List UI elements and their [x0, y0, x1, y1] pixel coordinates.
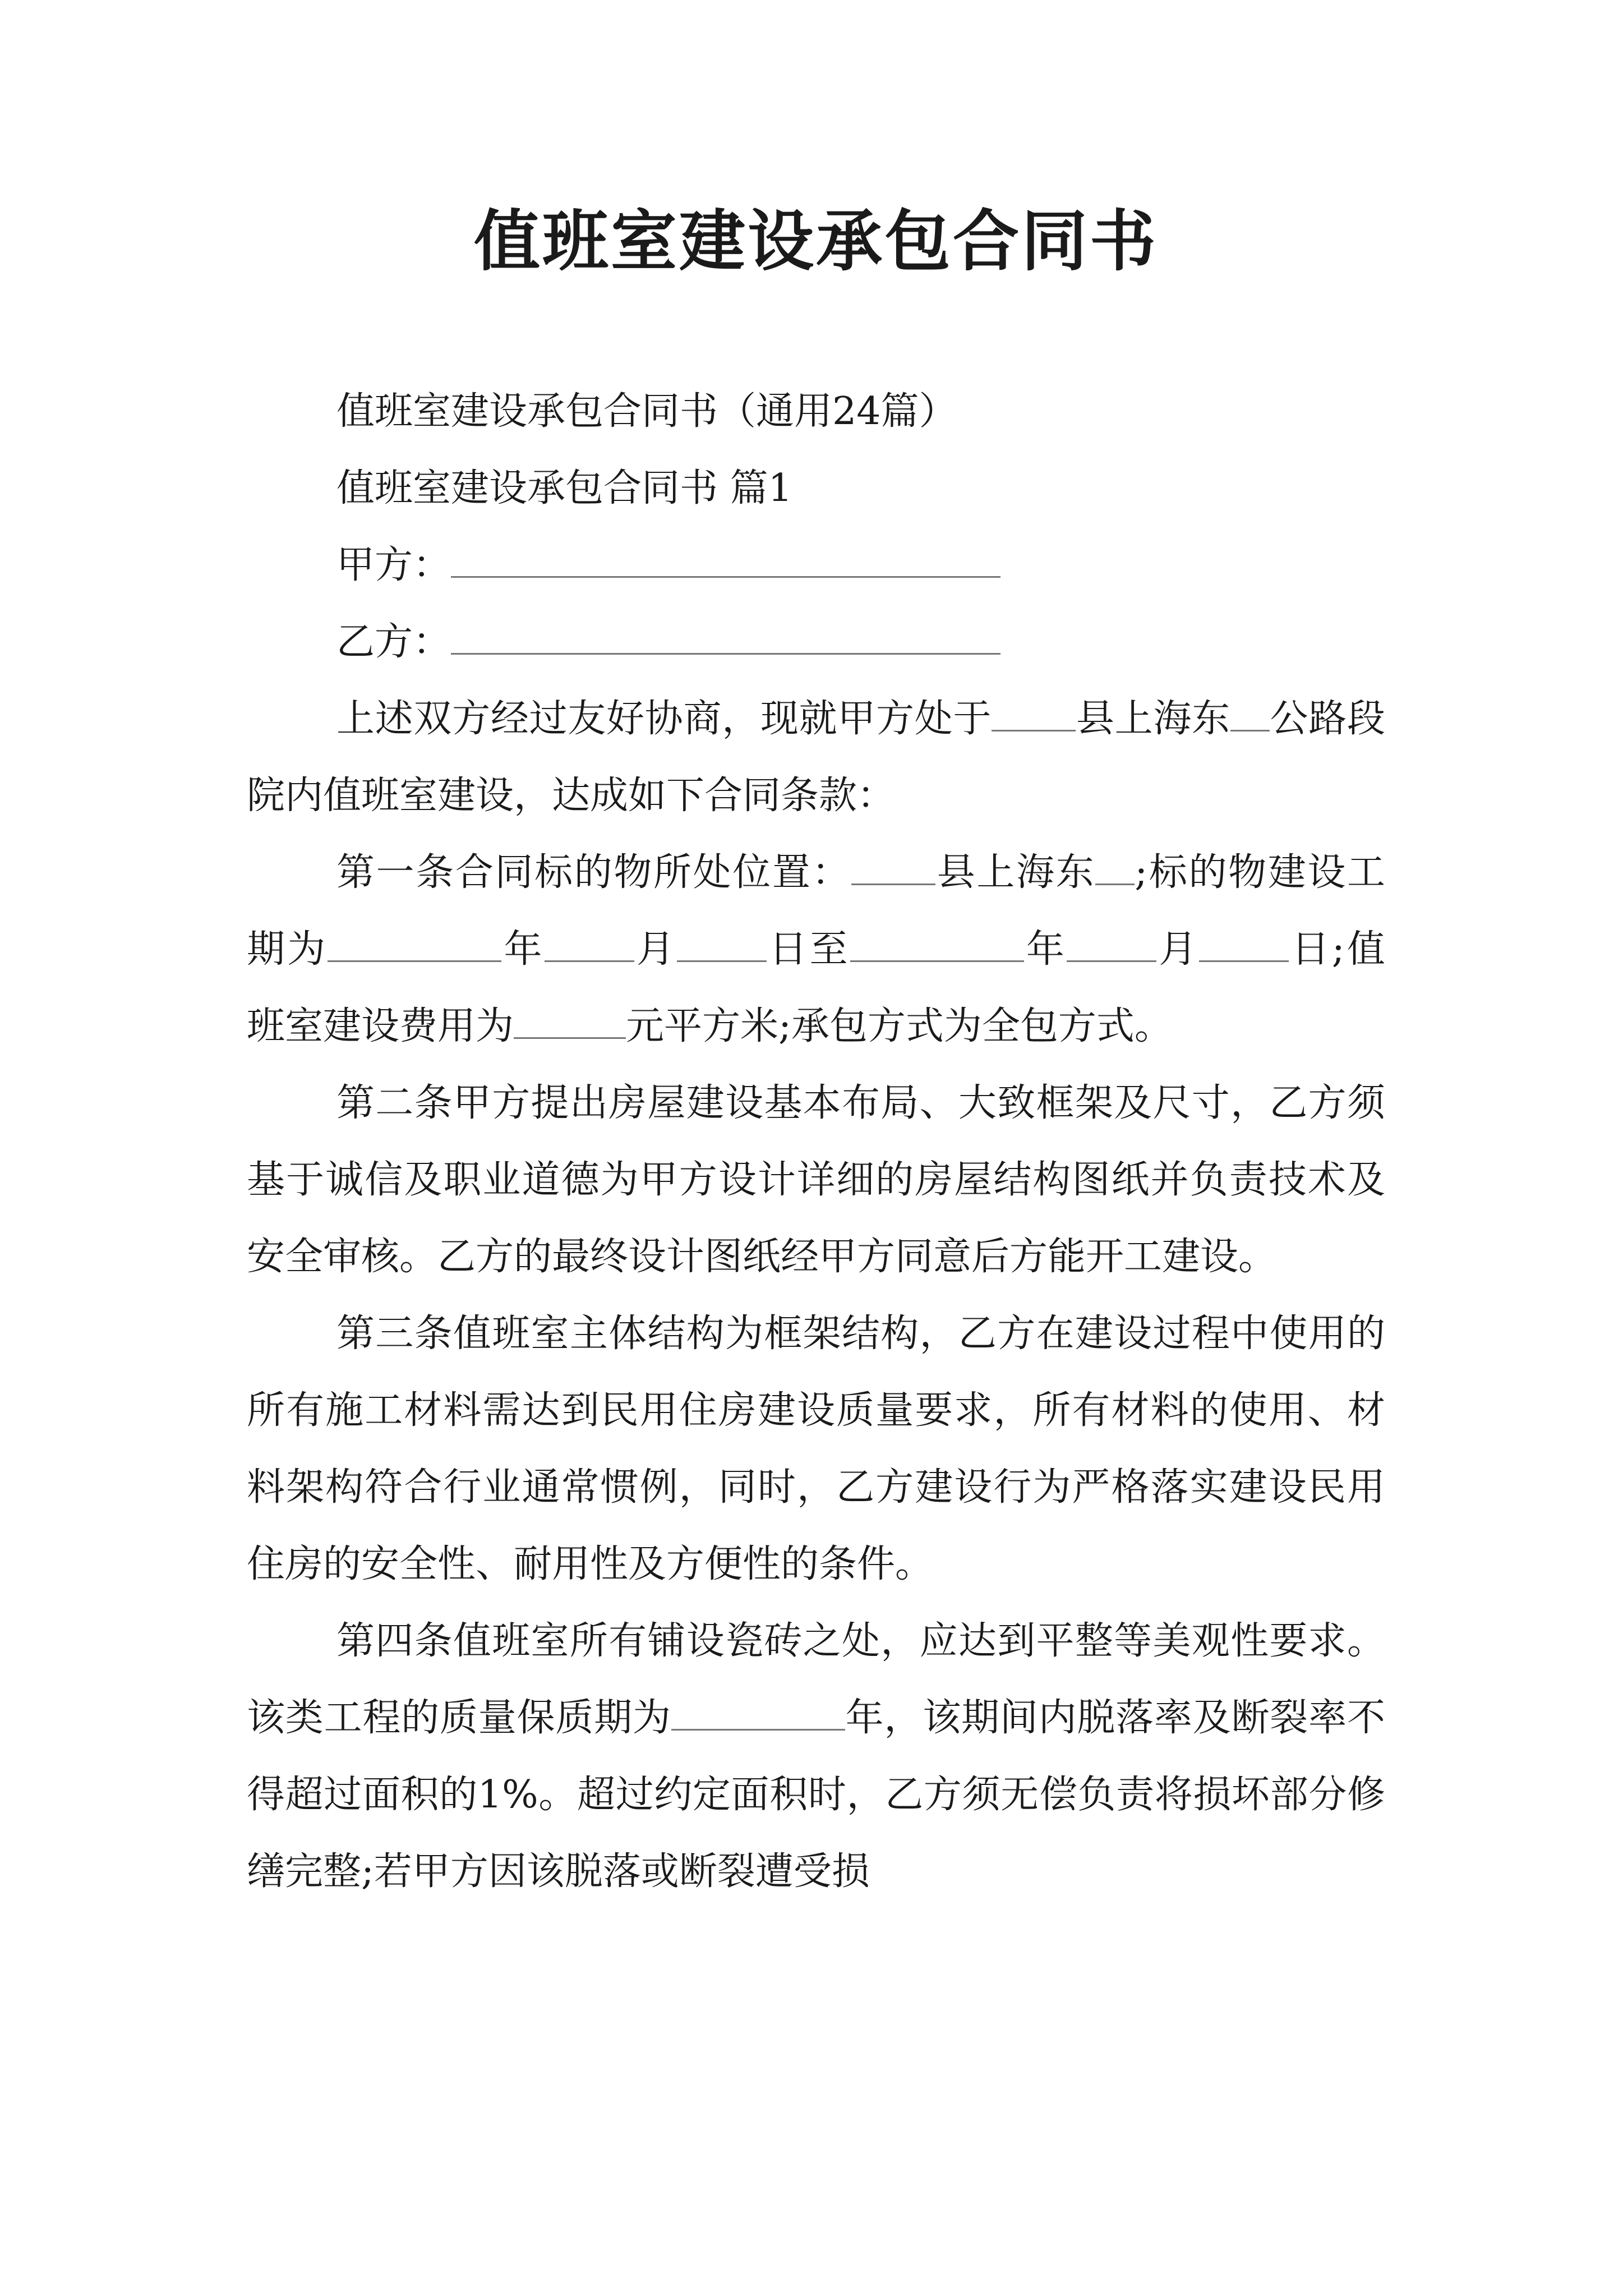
start-year-blank — [328, 932, 501, 962]
clause-1-text-1: 第一条合同标的物所处位置： — [336, 850, 852, 895]
county-blank — [992, 702, 1076, 731]
end-month-label: 月 — [1156, 927, 1200, 972]
clause-4-text-2: 年，该期间内脱落率及断裂率不得超过面积的1%。超过约定面积时，乙方须无偿负责将损坏部分修缮完整;若甲方因该脱落或断裂遭受损 — [247, 1696, 1385, 1894]
clause-1-county-blank — [851, 855, 935, 885]
party-b-line — [247, 604, 1385, 680]
party-a-blank — [451, 548, 1000, 578]
start-day-label: 日至 — [767, 927, 850, 972]
start-year-label: 年 — [501, 927, 545, 972]
clause-4-text-1: 第四条值班室所有铺设瓷砖之处，应达到平整等美观性要求。该类工程的质量保质期为 — [247, 1619, 1385, 1740]
clause-3-paragraph: 第三条值班室主体结构为框架结构，乙方在建设过程中使用的所有施工材料需达到民用住房建设质量要求，所有材料的使用、材料架构符合行业通常惯例，同时，乙方建设行为严格落实建设民用住房的安全性、耐用性及方便性的条件。 — [247, 1312, 1385, 1586]
clause-1-text-2: 县上海东 — [935, 850, 1096, 895]
end-day-label: 日;值班室建设费用为 — [247, 927, 1385, 1048]
intro-text-1: 上述双方经过友好协商，现就甲方处于 — [336, 697, 992, 741]
intro-text-2: 县上海东 — [1076, 697, 1230, 741]
party-a-label: 甲方： — [336, 543, 451, 587]
start-month-blank — [545, 932, 634, 962]
fee-blank — [514, 1009, 626, 1039]
clause-1-location-blank — [1095, 855, 1135, 885]
end-year-label: 年 — [1023, 927, 1067, 972]
location-blank — [1230, 702, 1270, 731]
clause-4-paragraph — [247, 1603, 1385, 1910]
warranty-years-blank — [671, 1701, 845, 1731]
start-day-blank — [677, 932, 767, 962]
clause-2-paragraph: 第二条甲方提出房屋建设基本布局、大致框架及尺寸，乙方须基于诚信及职业道德为甲方设计详细的房屋结构图纸并负责技术及安全审核。乙方的最终设计图纸经甲方同意后方能开工建设。 — [247, 1081, 1385, 1279]
party-a-line — [247, 527, 1385, 604]
clause-1-text-3: ;标的物建设工期为 — [247, 850, 1385, 972]
party-b-blank — [451, 625, 1000, 655]
section-heading: 值班室建设承包合同书 篇1 — [336, 466, 792, 510]
intro-text-3: 公路段院内值班室建设，达成如下合同条款： — [247, 697, 1385, 818]
start-month-label: 月 — [634, 927, 677, 972]
party-b-label: 乙方： — [336, 620, 451, 664]
end-month-blank — [1067, 932, 1156, 962]
end-year-blank — [850, 932, 1024, 962]
document-body — [247, 373, 1385, 1910]
document-title: 值班室建设承包合同书 — [473, 202, 1158, 280]
subtitle-paragraph: 值班室建设承包合同书（通用24篇） — [336, 389, 957, 434]
intro-paragraph — [247, 680, 1385, 834]
end-day-blank — [1199, 932, 1289, 962]
clause-1-paragraph — [247, 834, 1385, 1065]
clause-1-text-4: 元平方米;承包方式为全包方式。 — [626, 1004, 1173, 1048]
